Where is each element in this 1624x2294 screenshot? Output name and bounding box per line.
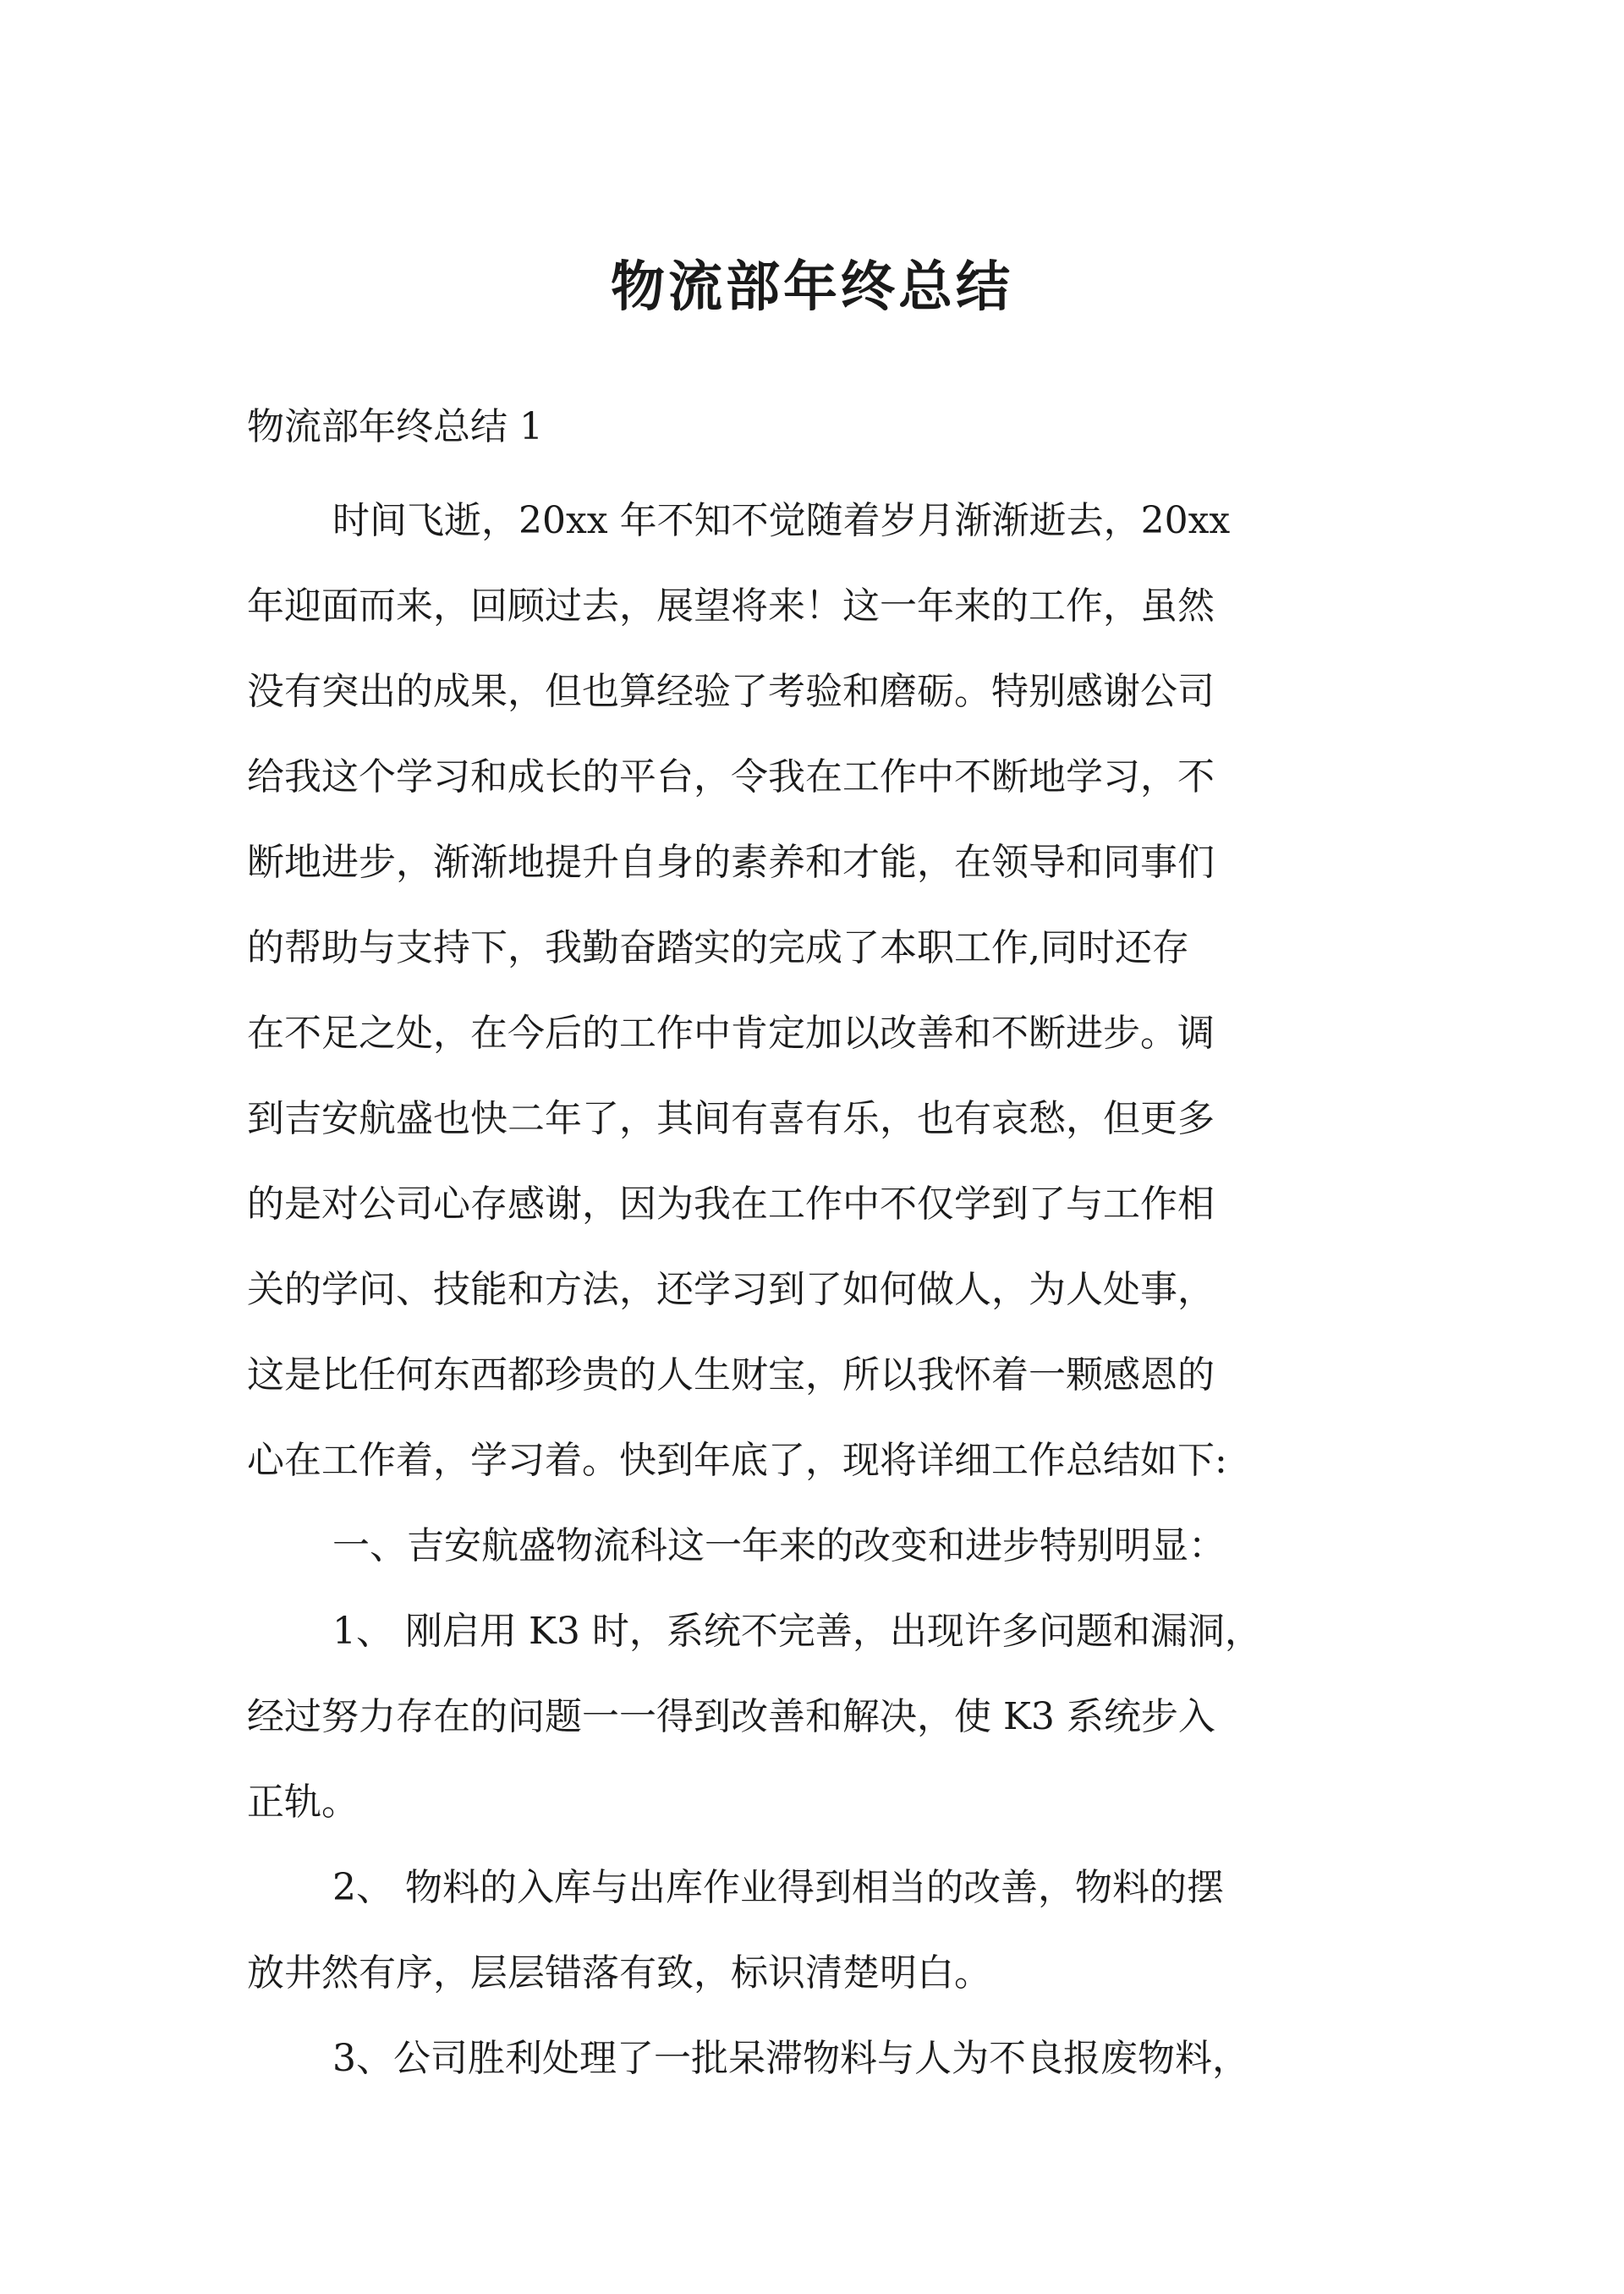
paragraph-line: 给我这个学习和成长的平台，令我在工作中不断地学习，不 [247, 755, 1215, 799]
paragraph-line: 这是比任何东西都珍贵的人生财宝，所以我怀着一颗感恩的 [247, 1353, 1215, 1397]
list-item-line: 3、公司胜利处理了一批呆滞物料与人为不良报废物料， [332, 2037, 1249, 2080]
list-item-line: 1、 刚启用 K3 时，系统不完善，出现许多问题和漏洞， [332, 1610, 1262, 1653]
list-heading: 一、吉安航盛物流科这一年来的改变和进步特别明显： [332, 1524, 1226, 1567]
list-item-line: 经过努力存在的问题一一得到改善和解决，使 K3 系统步入 [247, 1695, 1215, 1738]
paragraph-line: 关的学问、技能和方法，还学习到了如何做人，为人处事， [247, 1268, 1215, 1311]
list-item-line: 正轨。 [247, 1781, 359, 1824]
paragraph-line: 到吉安航盛也快二年了，其间有喜有乐，也有哀愁，但更多 [247, 1097, 1215, 1140]
paragraph-line: 年迎面而来，回顾过去，展望将来！这一年来的工作，虽然 [247, 584, 1215, 628]
section-heading: 物流部年终总结 1 [247, 405, 543, 448]
paragraph-line: 的是对公司心存感谢，因为我在工作中不仅学到了与工作相 [247, 1183, 1215, 1226]
paragraph-line: 的帮助与支持下，我勤奋踏实的完成了本职工作,同时还存 [247, 926, 1189, 969]
list-item-line: 放井然有序，层层错落有致，标识清楚明白。 [247, 1951, 991, 1995]
paragraph-line: 断地进步，渐渐地提升自身的素养和才能，在领导和同事们 [247, 841, 1215, 884]
list-item-line: 2、 物料的入库与出库作业得到相当的改善，物料的摆 [332, 1866, 1224, 1909]
paragraph-line: 心在工作着，学习着。快到年底了，现将详细工作总结如下: [247, 1439, 1227, 1482]
document-title: 物流部年终总结 [611, 255, 1013, 319]
paragraph-line: 没有突出的成果，但也算经验了考验和磨砺。特别感谢公司 [247, 670, 1215, 713]
paragraph-line: 在不足之处，在今后的工作中肯定加以改善和不断进步。调 [247, 1012, 1215, 1055]
paragraph-line: 时间飞逝，20xx 年不知不觉随着岁月渐渐逝去，20xx [332, 499, 1231, 542]
